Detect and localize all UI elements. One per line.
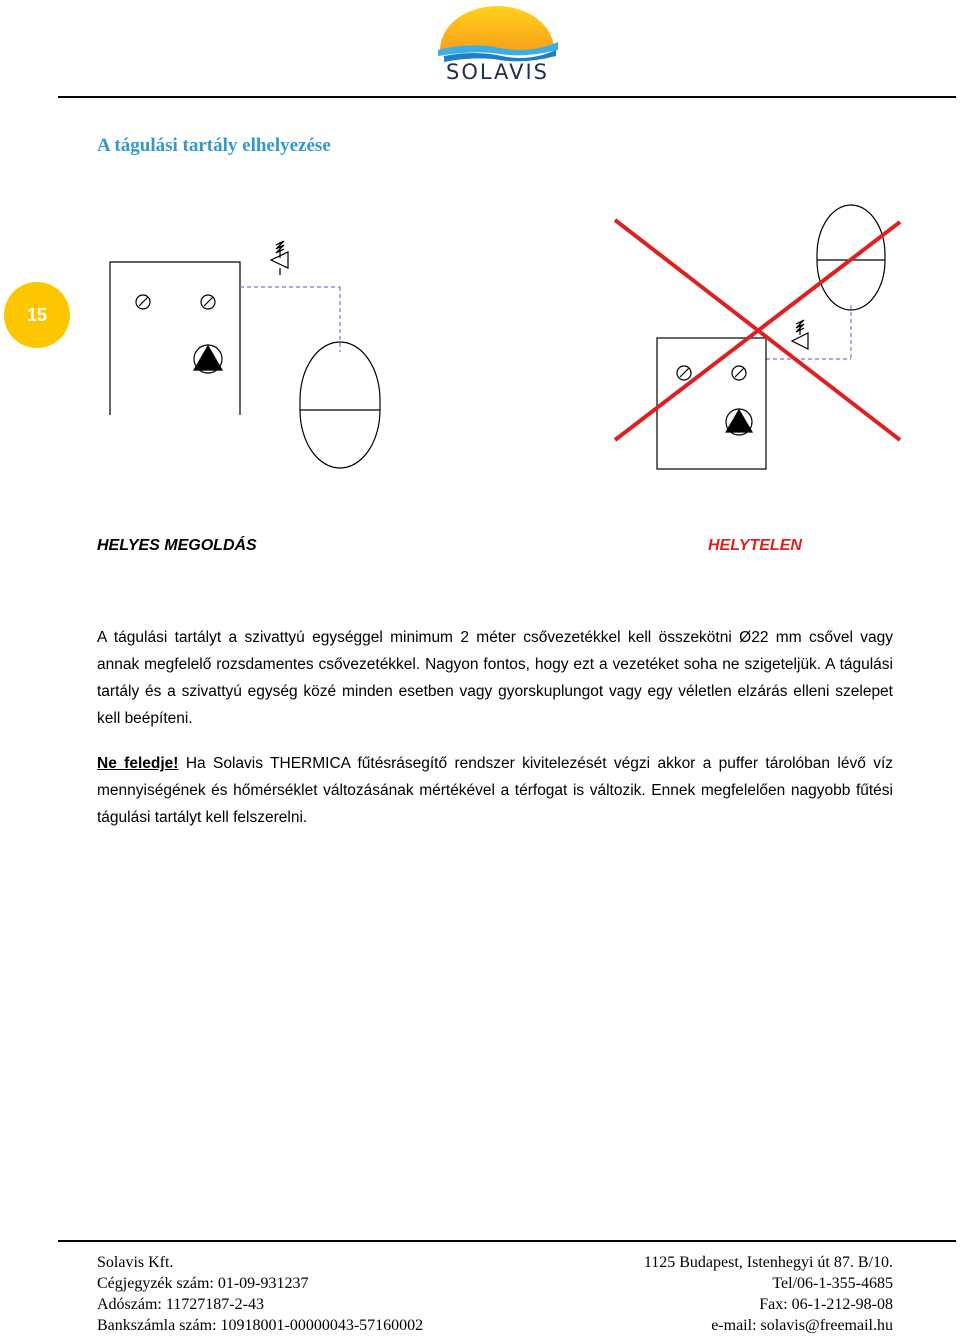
footer-phone: Tel/06-1-355-4685 [772,1275,893,1292]
expansion-tank [300,342,380,468]
footer-registry-number: Cégjegyzék szám: 01-09-931237 [97,1275,309,1292]
footer-email: e-mail: solavis@freemail.hu [711,1317,893,1334]
footer-fax: Fax: 06-1-212-98-08 [759,1296,893,1313]
footer-contact-info [644,1252,893,1336]
footer-divider [58,1240,956,1242]
footer-tax-number: Adószám: 11727187-2-43 [97,1296,264,1313]
safety-valve-icon [271,241,288,275]
section-title: A tágulási tartály elhelyezése [97,135,331,156]
incorrect-solution-label: HELYTELEN [708,537,802,554]
correct-solution-label: HELYES MEGOLDÁS [97,537,257,554]
reminder-body: Ha Solavis THERMICA fűtésrásegítő rendszer kivitelezését végzi akkor a puffer tárolóban lévő víz mennyiségének és hőmérséklet változásának mértékével a térfogat is változik. Ennek megfelelően nagyobb fűtési tágulási tartályt kell felszerelni. [97,755,893,826]
footer-address: 1125 Budapest, Istenhegyi út 87. B/10. [643,1254,893,1271]
footer-bank-account: Bankszámla szám: 10918001-00000043-57160002 [97,1317,424,1334]
pump-unit-box [657,338,766,469]
reminder-paragraph [97,750,893,831]
logo-text: SOLAVIS [446,60,549,84]
expansion-tank-diagram [100,200,910,480]
reminder-lead: Ne feledje! [97,755,179,772]
correct-installation [110,241,380,468]
instruction-paragraph: A tágulási tartályt a szivattyú egységgel minimum 2 méter csővezetékkel kell összekötni Ø22 mm csővel vagy annak megfelelő rozsdamentes csővezetékkel. Nagyon fontos, hogy ezt a vezetéket soha ne szigeteljük. A tágulási tartály és a szivattyú egység közé minden esetben vagy gyorskuplungot vagy egy véletlen elzárás elleni szelepet kell beépíteni. [97,629,893,727]
red-cross [615,220,900,440]
header-divider [58,96,956,98]
footer-company-name: Solavis Kft. [97,1254,174,1271]
page-number-badge: 15 [4,282,70,348]
incorrect-installation [657,205,885,469]
footer-company-info [97,1252,423,1336]
safety-valve-icon [792,320,808,349]
pump-unit-box [110,262,240,415]
